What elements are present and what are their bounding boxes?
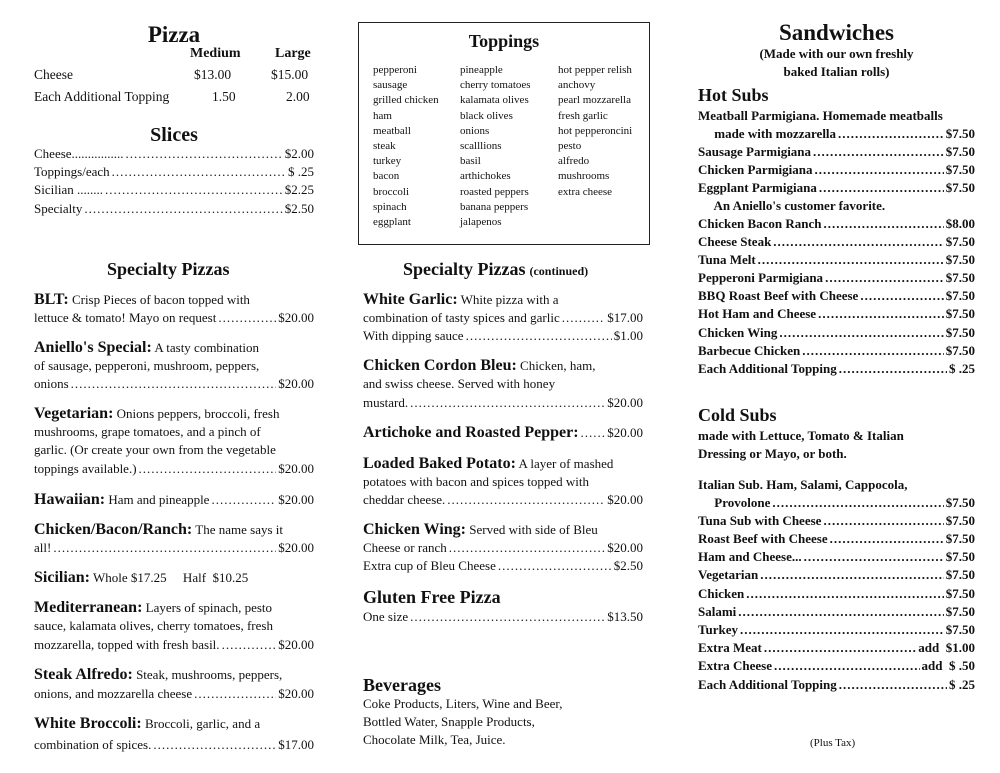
item-name: Artichoke and Roasted Pepper: [363,424,579,441]
cold-subs-desc-1: made with Lettuce, Tomato & Italian [698,428,904,443]
specialty-subtitle: (continued) [529,264,589,278]
sub-price: add $1.00 [918,640,975,655]
beverage-line: Coke Products, Liters, Wine and Beer, [363,696,563,711]
topping-item: roasted peppers [460,185,529,198]
item-price: $2.50 [613,558,643,573]
toppings-title: Toppings [468,31,540,51]
slice-price: $2.00 [284,146,314,161]
item-price: $17.00 [607,310,643,325]
specialty-title: Specialty Pizzas [107,259,230,279]
cold-sub-item [698,676,975,694]
topping-item: hot pepper relish [558,64,632,76]
pizza-row-name: Each Additional Topping [34,89,170,104]
dot-leader [860,287,943,305]
dot-leader [839,676,947,694]
sub-name: Tuna Melt [698,252,756,267]
sub-price: $7.50 [945,126,975,141]
sub-name: Provolone [698,495,771,510]
topping-item: pineapple [460,64,503,76]
sub-name: BBQ Roast Beef with Cheese [698,288,859,303]
hot-sub-item [698,233,975,251]
topping-item: basil [460,155,481,168]
cold-sub-item [698,639,975,657]
sub-name: Each Additional Topping [698,361,837,376]
pizza-row-large: 2.00 [286,89,310,104]
dot-leader [814,161,943,179]
item-name: Chicken Cordon Bleu: [363,357,517,374]
dot-leader [562,309,605,327]
sub-price: $7.50 [945,234,975,249]
specialty-item-aniellos [34,339,314,375]
hot-sub-item [698,342,975,360]
specialty-item-artichoke [363,424,643,442]
dot-leader [211,491,276,509]
item-name: Aniello's Special: [34,339,152,356]
hot-sub-item [698,324,975,342]
dot-leader [498,557,612,575]
sub-name: Ham and Cheese... [698,549,802,564]
dot-leader [772,494,943,512]
item-desc: With dipping sauce [363,328,464,343]
slices-title: Slices [150,124,198,146]
item-price: $20.00 [607,395,643,410]
sub-price: $7.50 [945,604,975,619]
cold-sub-item [698,530,975,548]
topping-item: pesto [558,140,582,153]
item-desc: mushrooms, grape tomatoes, and a pinch of [34,424,261,439]
item-price: $1.00 [613,328,643,343]
sub-price: $7.50 [945,549,975,564]
dot-leader [758,251,944,269]
dot-leader [139,460,277,478]
sub-price: $7.50 [945,288,975,303]
item-desc: Extra cup of Bleu Cheese [363,558,496,573]
hot-sub-item [698,269,975,287]
hot-sub-item [698,215,975,233]
topping-item: black olives [460,109,513,122]
pizza-row-medium: $13.00 [194,67,232,82]
topping-item: hot pepperoncini [558,124,633,137]
dot-leader [126,145,283,163]
specialty-item-baked-potato [363,455,643,491]
specialty-item-mediterranean [34,599,314,635]
item-price: $20.00 [607,425,643,440]
item-name: Vegetarian: [34,405,114,422]
item-desc: Layers of spinach, pesto [145,600,273,615]
dot-leader [779,324,943,342]
item-name: Chicken Wing: [363,521,466,538]
dot-leader [818,305,944,323]
item-desc: The name says it [195,522,283,537]
item-desc: Ham and pineapple [108,492,210,507]
sub-name: Eggplant Parmigiana [698,180,817,195]
item-price: $13.50 [607,609,643,624]
specialty-item-hawaiian [34,491,314,509]
right-column [698,0,975,773]
item-desc: toppings available.) [34,461,137,476]
beverage-line: Bottled Water, Snapple Products, [363,714,535,729]
topping-item: broccoli [373,185,410,198]
plus-tax-note: (Plus Tax) [810,737,856,749]
slice-price: $2.25 [284,182,314,197]
specialty-price-line [363,309,643,327]
specialty-price-line [363,327,643,345]
topping-item: bacon [373,170,400,183]
dot-leader [218,309,276,327]
specialty-price-line [34,539,314,557]
dot-leader [581,424,606,442]
item-desc: White pizza with a [460,292,559,307]
specialty-price-line [363,539,643,557]
hot-sub-item [698,305,975,323]
dot-leader [194,685,276,703]
item-name: BLT: [34,291,69,308]
item-desc: Chicken, ham, [520,358,596,373]
topping-item: alfredo [558,155,590,168]
item-desc: potatoes with bacon and spices topped with [363,474,590,489]
topping-item: fresh garlic [558,109,608,122]
topping-item: eggplant [373,216,411,229]
dot-leader [773,233,943,251]
hot-sub-item [698,161,975,179]
slice-name: Cheese................ [34,146,124,161]
sub-price: $7.50 [945,513,975,528]
dot-leader [764,639,916,657]
sub-price: add $ .50 [921,658,975,673]
topping-item: steak [373,140,396,153]
item-desc: Broccoli, garlic, and a [144,716,261,731]
hot-sub-item [698,125,975,143]
cold-subs-desc-2: Dressing or Mayo, or both. [698,446,847,461]
pizza-large-header: Large [275,46,311,61]
sub-price: $7.50 [945,325,975,340]
specialty-price-line [34,460,314,478]
specialty-title-text: Specialty Pizzas [403,259,526,279]
item-desc: mustard. [363,395,409,410]
slice-price: $2.50 [284,201,314,216]
item-name: Mediterranean: [34,599,143,616]
item-price: $20.00 [278,492,314,507]
cold-sub-item [698,566,975,584]
pizza-medium-header: Medium [190,46,241,61]
hot-sub-note: An Aniello's customer favorite. [698,198,886,213]
sub-name: Salami [698,604,737,619]
sub-name: Extra Cheese [698,658,773,673]
topping-item: extra cheese [558,185,613,198]
cold-sub-item [698,548,975,566]
slice-item [34,145,314,163]
slice-item [34,181,314,199]
item-desc: cheddar cheese. [363,492,446,507]
item-price: $20.00 [278,461,314,476]
sub-name: Chicken Bacon Ranch [698,216,822,231]
item-name: Sicilian: [34,569,91,586]
sub-name: Each Additional Topping [698,677,837,692]
sub-name: Pepperoni Parmigiana [698,270,824,285]
dot-leader [466,327,612,345]
sub-price: $ .25 [949,677,975,692]
hot-sub-item [698,251,975,269]
item-name: Steak Alfredo: [34,666,133,683]
dot-leader [838,125,944,143]
sub-name: Barbecue Chicken [698,343,801,358]
dot-leader [447,491,605,509]
topping-item: cherry tomatoes [460,79,531,92]
dot-leader [774,657,920,675]
sub-name: Chicken Wing [698,325,778,340]
sub-name: made with mozzarella [698,126,837,141]
item-name: White Garlic: [363,291,458,308]
slice-name: Toppings/each [34,164,110,179]
item-name: Loaded Baked Potato: [363,455,516,472]
specialty-item-steak-alfredo [34,666,314,684]
topping-item: ham [373,109,392,122]
sub-price: $7.50 [945,622,975,637]
sub-price: $7.50 [945,531,975,546]
topping-item: turkey [373,155,402,168]
sub-name: Tuna Sub with Cheese [698,513,822,528]
item-desc: all! [34,540,52,555]
topping-item: arthichokes [460,170,511,183]
dot-leader [746,585,944,603]
dot-leader [825,269,944,287]
item-desc: of sausage, pepperoni, mushroom, peppers, [34,358,260,373]
topping-item: pepperoni [373,64,417,76]
specialty-price-line [363,394,643,412]
specialty-item-chicken-wing [363,521,643,539]
topping-item: meatball [373,124,411,137]
specialty-price-line [34,309,314,327]
topping-item: pearl mozzarella [558,94,631,107]
pizza-row-cheese [34,67,314,83]
pizza-row-large: $15.00 [271,67,309,82]
cold-sub-item [698,585,975,603]
item-desc: Crisp Pieces of bacon topped with [71,292,250,307]
sub-price: $7.50 [945,495,975,510]
item-price: $20.00 [278,310,314,325]
cold-subs-title: Cold Subs [698,405,777,425]
item-price: $20.00 [278,637,314,652]
item-name: Hawaiian: [34,491,106,508]
specialty-price-line [34,636,314,654]
item-price: $20.00 [278,686,314,701]
sub-price: $7.50 [945,162,975,177]
sub-price: $7.50 [945,252,975,267]
slice-price: $ .25 [288,164,314,179]
specialty-price-line [34,375,314,393]
pizza-row-topping [34,89,314,105]
sub-name: Hot Ham and Cheese [698,306,817,321]
sub-name: Chicken Parmigiana [698,162,813,177]
dot-leader [830,530,944,548]
cold-sub-item [698,621,975,639]
hot-sub-item: Meatball Parmigiana. Homemade meatballs [698,108,943,123]
sub-name: Vegetarian [698,567,759,582]
sub-name: Cheese Steak [698,234,772,249]
cold-sub-item: Italian Sub. Ham, Salami, Cappocola, [698,477,908,492]
topping-item: scalllions [460,140,502,153]
specialty-item-blt [34,291,314,309]
cold-sub-item [698,603,975,621]
pizza-row-name: Cheese [34,67,73,82]
dot-leader [222,636,277,654]
sub-price: $7.50 [945,144,975,159]
dot-leader [449,539,606,557]
sub-price: $7.50 [945,270,975,285]
item-desc: onions [34,376,69,391]
item-desc: Cheese or ranch [363,540,447,555]
beverages-list [363,695,643,749]
topping-item: anchovy [558,79,596,92]
topping-item: mushrooms [558,170,610,183]
hot-sub-item [698,360,975,378]
specialty-item-vegetarian [34,405,314,459]
sub-name: Chicken [698,586,745,601]
sandwiches-subtitle-2: baked Italian rolls) [783,64,890,79]
slice-name: Specialty [34,201,83,216]
sub-price: $7.50 [945,306,975,321]
sub-price: $7.50 [945,586,975,601]
dot-leader [802,342,944,360]
item-desc: mozzarella, topped with fresh basil. [34,637,220,652]
specialty-price-line [34,736,314,754]
specialty-price-line [363,557,643,575]
sub-name: Sausage Parmigiana [698,144,812,159]
sub-name: Extra Meat [698,640,762,655]
item-desc: lettuce & tomato! Mayo on request [34,310,217,325]
topping-item: kalamata olives [460,94,529,107]
sub-price: $7.50 [945,343,975,358]
dot-leader [53,539,276,557]
hot-sub-item [698,143,975,161]
dot-leader [813,143,944,161]
sandwiches-title: Sandwiches [778,20,895,45]
specialty-item-white-broccoli [34,715,314,733]
dot-leader [153,736,276,754]
sub-price: $8.00 [945,216,975,231]
dot-leader [823,512,943,530]
dot-leader [71,375,277,393]
item-price: $20.00 [607,540,643,555]
item-desc: and swiss cheese. Served with honey [363,376,556,391]
topping-item: onions [460,124,490,137]
item-desc: sauce, kalamata olives, cherry tomatoes, fresh [34,618,273,633]
hot-subs-title: Hot Subs [698,85,769,105]
dot-leader [105,181,283,199]
sub-price: $ .25 [949,361,975,376]
sandwiches-subtitle-1: (Made with our own freshly [759,46,914,61]
specialty-item-cordon-bleu [363,357,643,393]
item-name: Chicken/Bacon/Ranch: [34,521,193,538]
item-price: $20.00 [607,492,643,507]
topping-item: jalapenos [460,216,502,229]
dot-leader [112,163,286,181]
beverages-title: Beverages [363,675,441,695]
dot-leader [410,608,605,626]
item-desc: combination of tasty spices and garlic [363,310,560,325]
cold-sub-item [698,657,975,675]
dot-leader [410,394,605,412]
item-desc: Whole $17.25 Half $10.25 [93,570,249,585]
item-desc: One size [363,609,409,624]
specialty-price-line [34,685,314,703]
item-price: $20.00 [278,376,314,391]
cold-sub-item [698,494,975,512]
item-desc: garlic. (Or create your own from the vegetable [34,442,276,457]
dot-leader [84,200,282,218]
topping-item: banana peppers [460,200,529,213]
slice-item [34,163,314,181]
item-price: $20.00 [278,540,314,555]
dot-leader [740,621,944,639]
item-desc: A layer of mashed [518,456,614,471]
sub-price: $7.50 [945,180,975,195]
hot-sub-item [698,287,975,305]
hot-sub-item [698,179,975,197]
dot-leader [839,360,947,378]
slice-name: Sicilian ........ [34,182,103,197]
cold-sub-item [698,512,975,530]
sub-price: $7.50 [945,567,975,582]
beverage-line: Chocolate Milk, Tea, Juice. [363,732,506,747]
dot-leader [819,179,944,197]
topping-item: sausage [373,79,408,92]
dot-leader [804,548,944,566]
specialty-price-line [363,491,643,509]
item-desc: Steak, mushrooms, peppers, [136,667,283,682]
topping-item: grilled chicken [373,94,439,107]
slice-item [34,200,314,218]
specialty-item-sicilian [34,569,314,587]
item-desc: onions, and mozzarella cheese [34,686,193,701]
pizza-title: Pizza [147,22,201,47]
item-desc: Served with side of Bleu [469,522,598,537]
dot-leader [760,566,944,584]
pizza-row-medium: 1.50 [212,89,236,104]
item-desc: Onions peppers, broccoli, fresh [116,406,280,421]
item-desc: A tasty combination [154,340,260,355]
left-column [34,0,314,773]
dot-leader [824,215,944,233]
sub-name: Turkey [698,622,738,637]
item-price: $17.00 [278,737,314,752]
item-desc: combination of spices. [34,737,152,752]
topping-item: spinach [373,200,407,213]
specialty-continued-title [403,259,588,280]
specialty-item-white-garlic [363,291,643,309]
gluten-free-line [363,608,643,626]
gluten-free-title: Gluten Free Pizza [363,587,501,607]
sub-name: Roast Beef with Cheese [698,531,828,546]
dot-leader [738,603,943,621]
specialty-item-cbr [34,521,314,539]
item-name: White Broccoli: [34,715,142,732]
middle-column [363,0,643,773]
